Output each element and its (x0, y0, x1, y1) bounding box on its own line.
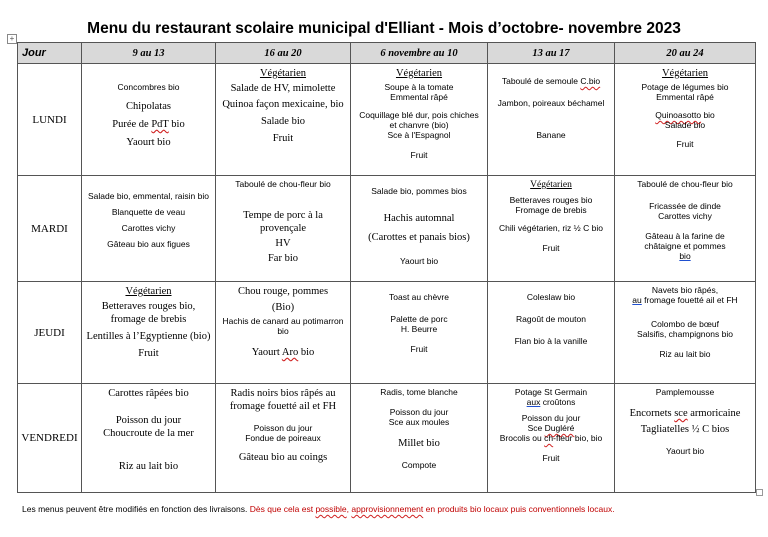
menu-item: Radis noirs bios râpés au (230, 388, 336, 399)
menu-item: Carottes vichy (121, 223, 176, 233)
menu-item: fromage fouetté ail et FH (229, 401, 337, 412)
menu-item: Taboulé de chou-fleur bio (235, 179, 331, 189)
menu-item: Chili végétarien, riz ½ C bio (499, 223, 603, 233)
cell-vendredi-week-3 (351, 384, 488, 493)
footer-red-text: Dès que cela est possible, approvisionnement en produits bio locaux puis conventionnels locaux. (249, 504, 615, 514)
row-mardi (18, 176, 756, 282)
menu-item: châtaigne et pommes (644, 241, 726, 251)
menu-item: bio (277, 326, 289, 336)
cell-jeudi-week-1 (82, 282, 216, 384)
menu-item: Fricassée de dinde (649, 201, 721, 211)
menu-item: Betteraves rouges bio (509, 195, 593, 205)
menu-item: Quinoa façon mexicaine, bio (222, 99, 344, 110)
menu-item: Potage St Germain (514, 387, 588, 397)
menu-item: Poisson du jour (389, 407, 449, 417)
menu-item: Fruit (410, 344, 428, 354)
header-week-2: 16 au 20 (216, 43, 351, 64)
header-week-3: 6 novembre au 10 (351, 43, 488, 64)
menu-item: fromage de brebis (110, 314, 187, 325)
menu-item: bio (679, 251, 691, 261)
menu-item: Betteraves rouges bio, (101, 301, 196, 312)
menu-item: Chipolatas (126, 101, 171, 112)
menu-item: Jambon, poireaux béchamel (497, 98, 605, 108)
cell-mardi-week-4 (488, 176, 615, 282)
menu-item: Salade bio (260, 116, 306, 127)
menu-item: Salsifis, champignons bio (637, 329, 733, 339)
menu-item: Navets bio râpés, (651, 285, 719, 295)
cell-lundi-week-2 (216, 64, 351, 176)
menu-item: Salade bio, pommes bios (371, 186, 467, 196)
menu-item: Taboulé de chou-fleur bio (637, 179, 733, 189)
menu-item: Coquillage blé dur, pois chiches (359, 110, 479, 120)
vegetarian-label: Végétarien (661, 68, 709, 79)
menu-item: Potage de légumes bio (641, 82, 729, 92)
header-week-1: 9 au 13 (82, 43, 216, 64)
row-jeudi (18, 282, 756, 384)
cell-jeudi-week-4 (488, 282, 615, 384)
menu-item: Salade bio (664, 120, 706, 130)
menu-item: Soupe à la tomate (384, 82, 454, 92)
menu-item: Ragoût de mouton (516, 314, 586, 324)
menu-table (17, 42, 756, 493)
menu-item: (Bio) (271, 302, 295, 313)
menu-item: Coleslaw bio (526, 292, 576, 302)
table-resize-handle[interactable] (756, 489, 763, 496)
vegetarian-label: Végétarien (395, 68, 443, 79)
cell-lundi-week-3 (351, 64, 488, 176)
menu-item: Fruit (542, 453, 560, 463)
menu-item: Fruit (410, 150, 428, 160)
cell-mardi-week-3 (351, 176, 488, 282)
cell-mardi-week-5 (615, 176, 756, 282)
menu-item: Poisson du jour (115, 415, 182, 426)
cell-jeudi-week-5 (615, 282, 756, 384)
menu-item: Yaourt bio (126, 137, 171, 148)
header-row (18, 43, 756, 64)
header-week-5: 20 au 24 (615, 43, 756, 64)
row-lundi (18, 64, 756, 176)
cell-jeudi-week-2 (216, 282, 351, 384)
menu-item: Yaourt Aro bio (251, 347, 315, 358)
menu-item: Radis, tome blanche (380, 387, 458, 397)
page-title: Menu du restaurant scolaire municipal d'Elliant - Mois d’octobre- novembre 2023 (87, 20, 681, 37)
menu-item: au fromage fouetté ail et FH (632, 295, 738, 305)
menu-item: Taboulé de semoule C.bio (501, 76, 601, 86)
menu-item: Carottes râpées bio (108, 388, 189, 399)
menu-item: Choucroute de la mer (103, 428, 194, 439)
menu-item: Gâteau à la farine de (645, 231, 725, 241)
footer-text: Les menus peuvent être modifiés en fonction des livraisons. (22, 504, 248, 514)
menu-item: Purée de PdT bio (112, 119, 185, 130)
menu-item: Colombo de bœuf (650, 319, 720, 329)
cell-jeudi-week-3 (351, 282, 488, 384)
menu-item: Far bio (267, 253, 299, 264)
cell-mardi-week-1 (82, 176, 216, 282)
menu-item: Gâteau bio aux figues (107, 239, 190, 249)
menu-item: Salade bio, emmental, raisin bio (88, 191, 209, 201)
menu-item: et chanvre (bio) (389, 120, 449, 130)
menu-item: Palette de porc (390, 314, 448, 324)
menu-item: Fruit (138, 348, 159, 359)
menu-item: Hachis de canard au potimarron (222, 316, 344, 326)
menu-item: Blanquette de veau (111, 207, 186, 217)
menu-item: Toast au chèvre (388, 292, 449, 302)
menu-item: Pamplemousse (655, 387, 715, 397)
menu-item: Emmental râpé (656, 92, 714, 102)
cell-vendredi-week-5 (615, 384, 756, 493)
cell-vendredi-week-4 (488, 384, 615, 493)
menu-item: Quinoasotto bio (655, 110, 715, 120)
menu-item: Concombres bio (117, 82, 180, 92)
cell-mardi-week-2 (216, 176, 351, 282)
vegetarian-label: Végétarien (530, 180, 572, 190)
menu-item: Fruit (272, 133, 294, 144)
menu-item: (Carottes et panais bios) (368, 232, 470, 243)
menu-item: Lentilles à l’Egyptienne (bio) (86, 331, 211, 342)
menu-item: Riz au lait bio (659, 349, 711, 359)
menu-item: Poisson du jour (521, 413, 581, 423)
menu-item: Poisson du jour (253, 423, 313, 433)
menu-item: Chou rouge, pommes (237, 286, 329, 297)
row-vendredi (18, 384, 756, 493)
menu-item: Tempe de porc à la (243, 210, 323, 221)
footer-note (22, 504, 615, 514)
day-label-jeudi: JEUDI (18, 282, 82, 384)
cell-lundi-week-5 (615, 64, 756, 176)
day-label-lundi: LUNDI (18, 64, 82, 176)
menu-item: Emmental râpé (390, 92, 448, 102)
day-label-vendredi: VENDREDI (18, 384, 82, 493)
menu-item: Tagliatelles ½ C bios (640, 424, 730, 435)
menu-item: HV (275, 238, 291, 249)
menu-item: Encornets sce armoricaine (629, 408, 741, 419)
menu-item: Fromage de brebis (515, 205, 587, 215)
menu-item: H. Beurre (400, 324, 438, 334)
menu-item: Carottes vichy (658, 211, 712, 221)
menu-item: provençale (259, 223, 307, 234)
menu-item: Millet bio (398, 438, 440, 449)
day-label-mardi: MARDI (18, 176, 82, 282)
cell-vendredi-week-1 (82, 384, 216, 493)
menu-item: Hachis automnal (383, 213, 455, 224)
menu-item: Flan bio à la vanille (514, 336, 588, 346)
menu-item: Gâteau bio au coings (238, 452, 328, 463)
menu-item: Brocolis ou ch-fleur bio, bio (499, 433, 603, 443)
vegetarian-label: Végétarien (259, 68, 307, 79)
table-move-handle[interactable]: + (7, 34, 17, 44)
header-jour: Jour (18, 43, 82, 64)
cell-lundi-week-1 (82, 64, 216, 176)
menu-item: Yaourt bio (399, 256, 439, 266)
vegetarian-label: Végétarien (125, 286, 172, 297)
header-week-4: 13 au 17 (488, 43, 615, 64)
cell-lundi-week-4 (488, 64, 615, 176)
menu-item: Fruit (542, 243, 560, 253)
menu-item: Banane (536, 130, 566, 140)
menu-item: Fruit (676, 139, 694, 149)
menu-item: Sce aux moules (388, 417, 450, 427)
menu-item: Yaourt bio (665, 446, 705, 456)
menu-item: Salade de HV, mimolette (230, 83, 336, 94)
menu-item: Sce à l'Espagnol (387, 130, 451, 140)
menu-item: Riz au lait bio (118, 461, 179, 472)
menu-item: aux croûtons (526, 397, 576, 407)
menu-item: Fondue de poireaux (245, 433, 321, 443)
cell-vendredi-week-2 (216, 384, 351, 493)
menu-item: Sce Dugléré (527, 423, 575, 433)
menu-item: Compote (401, 460, 437, 470)
